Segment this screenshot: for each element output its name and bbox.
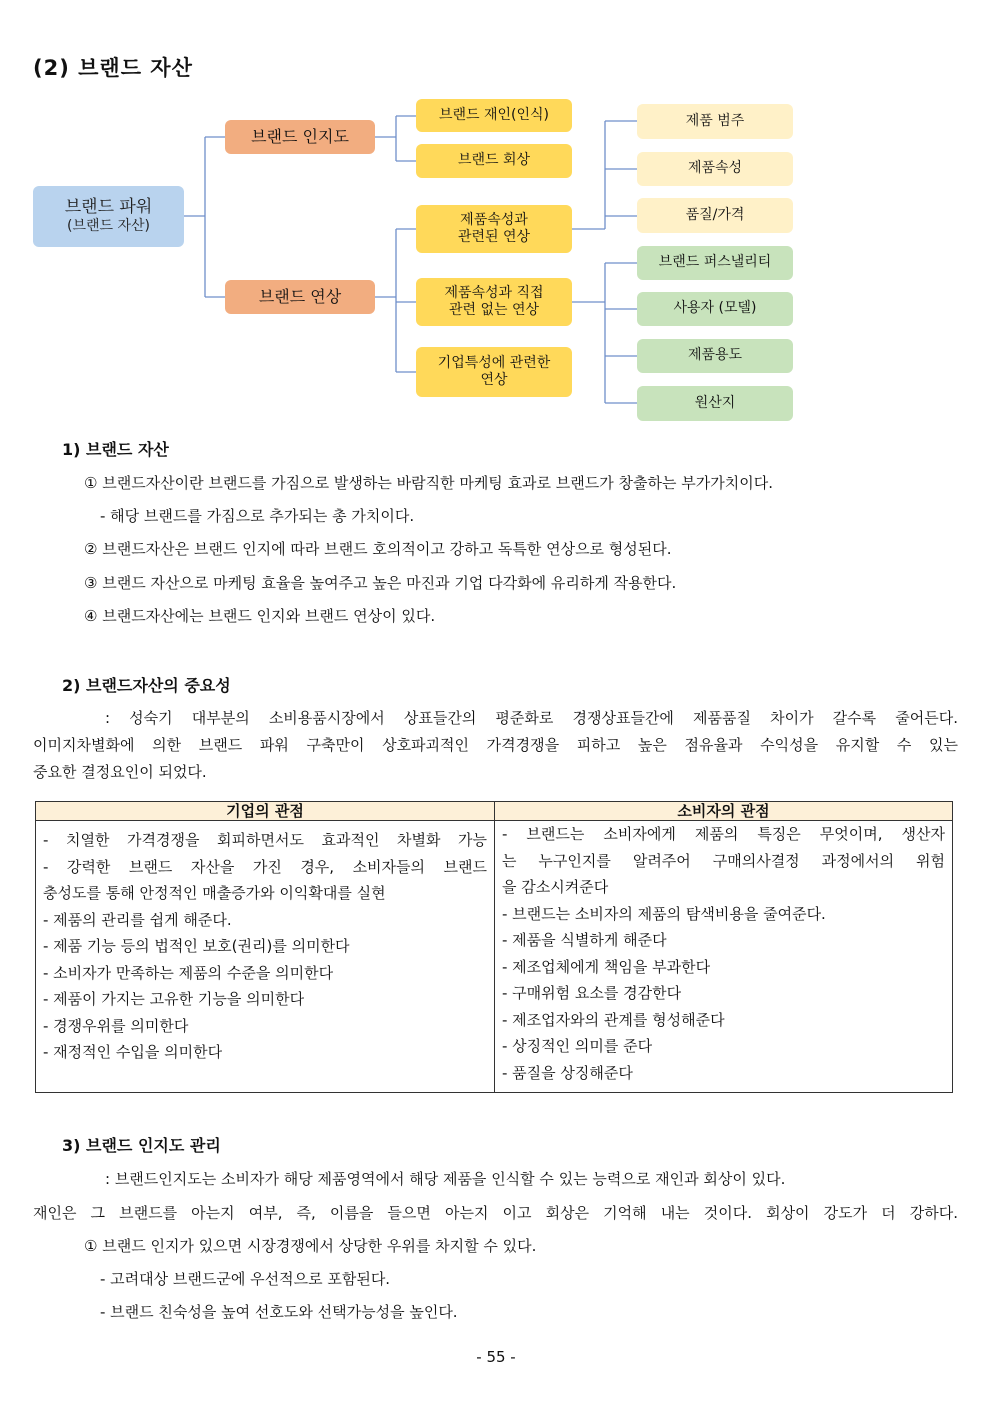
brand-recognition-node: 브랜드 재인(인식) <box>416 99 572 132</box>
origin-node: 원산지 <box>637 386 793 421</box>
section3-sub1: - 고려대상 브랜드군에 우선적으로 포함된다. <box>100 1270 391 1288</box>
company-point: - 치열한 가격경쟁을 회피하면서도 효과적인 차별화 가능 <box>43 831 487 849</box>
section2-line1-text: : 성숙기 대부분의 소비용품시장에서 상표들간의 평준화로 경쟁상표들간에 제품품질 차이가 갈수록 줄어든다. <box>105 709 958 727</box>
section1-item1-sub: - 해당 브랜드를 가짐으로 추가되는 총 가치이다. <box>100 507 415 525</box>
section3-item1: ① 브랜드 인지가 있으면 시장경쟁에서 상당한 우위를 차지할 수 있다. <box>84 1237 537 1255</box>
corporate-line2: 연상 <box>480 372 508 388</box>
section2-line2-text: 이미지차별화에 의한 브랜드 파워 구축만이 상호파괴적인 가격경쟁을 피하고 높은 점유율과 수익성을 유지할 수 있는 <box>33 736 958 754</box>
table-header-consumer: 소비자의 관점 <box>495 802 953 821</box>
company-point: - 소비자가 만족하는 제품의 수준을 의미한다 <box>43 963 334 982</box>
brand-recall-node: 브랜드 회상 <box>416 144 572 178</box>
section1-item2: ② 브랜드자산은 브랜드 인지에 따라 브랜드 호의적이고 강하고 독특한 연상으로 형성된다. <box>84 540 672 558</box>
section3-title: 3) 브랜드 인지도 관리 <box>62 1136 221 1155</box>
consumer-point: - 상징적인 의미를 준다 <box>502 1037 653 1055</box>
consumer-column <box>495 821 953 1093</box>
company-point: - 제품 기능 등의 법적인 보호(권리)를 의미한다 <box>43 937 350 955</box>
brand-power-node <box>33 186 184 247</box>
product-attribute-node: 제품속성 <box>637 152 793 186</box>
product-category-node: 제품 범주 <box>637 104 793 139</box>
consumer-point: 을 감소시켜준다 <box>502 878 609 896</box>
consumer-point: - 제조업자와의 관계를 형성해준다 <box>502 1010 725 1029</box>
consumer-point: - 브랜드는 소비자에게 제품의 특징은 무엇이며, 생산자 <box>502 825 945 843</box>
corporate-node <box>416 347 572 397</box>
section2-line3: 중요한 결정요인이 되었다. <box>33 763 207 781</box>
consumer-point: - 브랜드는 소비자의 제품의 탐색비용을 줄여준다. <box>502 904 826 923</box>
attribute-unrelated-line2: 관련 없는 연상 <box>448 302 540 318</box>
attribute-related-line2: 관련된 연상 <box>457 229 531 245</box>
attribute-unrelated-line1: 제품속성과 직접 <box>444 284 544 301</box>
page-heading: (2) 브랜드 자산 <box>33 56 193 80</box>
brand-association-node: 브랜드 연상 <box>225 280 375 314</box>
section1-item1: ① 브랜드자산이란 브랜드를 가짐으로 발생하는 바람직한 마케팅 효과로 브랜드가 창출하는 부가가치이다. <box>84 474 773 492</box>
consumer-point: - 제품을 식별하게 해준다 <box>502 931 667 949</box>
table-header-company: 기업의 관점 <box>36 802 495 821</box>
section2-line2 <box>33 734 958 757</box>
attribute-unrelated-node <box>416 278 572 326</box>
brand-equity-label: (브랜드 자산) <box>66 218 150 235</box>
corporate-line1: 기업특성에 관련한 <box>437 354 551 371</box>
company-point: - 제품의 관리를 쉽게 해준다. <box>43 910 232 929</box>
section1-title: 1) 브랜드 자산 <box>62 440 169 459</box>
brand-awareness-node: 브랜드 인지도 <box>225 120 375 154</box>
section1-item3: ③ 브랜드 자산으로 마케팅 효율을 높여주고 높은 마진과 기업 다각화에 유리하게 작용한다. <box>84 574 677 592</box>
section3-sub2: - 브랜드 친숙성을 높여 선호도와 선택가능성을 높인다. <box>100 1303 458 1321</box>
section2-title: 2) 브랜드자산의 중요성 <box>62 676 231 695</box>
consumer-point: - 품질을 상징해준다 <box>502 1063 633 1082</box>
company-point: - 재정적인 수입을 의미한다 <box>43 1043 223 1061</box>
company-point: - 제품이 가지는 고유한 기능을 의미한다 <box>43 990 305 1008</box>
user-model-node: 사용자 (모델) <box>637 292 793 326</box>
attribute-related-line1: 제품속성과 <box>460 211 528 228</box>
consumer-point: - 구매위험 요소를 경감한다 <box>502 984 682 1002</box>
company-point: - 경쟁우위를 의미한다 <box>43 1016 189 1035</box>
section1-item4: ④ 브랜드자산에는 브랜드 인지와 브랜드 연상이 있다. <box>84 607 436 625</box>
section3-line1: : 브랜드인지도는 소비자가 해당 제품영역에서 해당 제품을 인식할 수 있는 능력으로 재인과 회상이 있다. <box>105 1170 786 1188</box>
company-column <box>36 821 495 1093</box>
product-usage-node: 제품용도 <box>637 339 793 373</box>
section2-line1 <box>105 707 958 730</box>
consumer-point: 는 누구인지를 알려주어 구매의사결정 과정에서의 위험 <box>502 851 945 870</box>
quality-price-node: 품질/가격 <box>637 198 793 233</box>
company-point: - 강력한 브랜드 자산을 가진 경우, 소비자들의 브랜드 <box>43 857 487 876</box>
brand-personality-node: 브랜드 퍼스낼리티 <box>637 246 793 280</box>
page-number: - 55 - <box>476 1348 516 1366</box>
section3-line2-text: 재인은 그 브랜드를 아는지 여부, 즉, 이름을 들으면 아는지 이고 회상은 기억해 내는 것이다. 회상이 강도가 더 강하다. <box>33 1204 958 1222</box>
perspective-table <box>35 801 953 1093</box>
attribute-related-node <box>416 205 572 253</box>
company-point: 충성도를 통해 안정적인 매출증가와 이익확대를 실현 <box>43 884 386 902</box>
brand-power-label: 브랜드 파워 <box>64 197 153 218</box>
section3-line2 <box>33 1202 958 1225</box>
consumer-point: - 제조업체에게 책임을 부과한다 <box>502 957 711 976</box>
